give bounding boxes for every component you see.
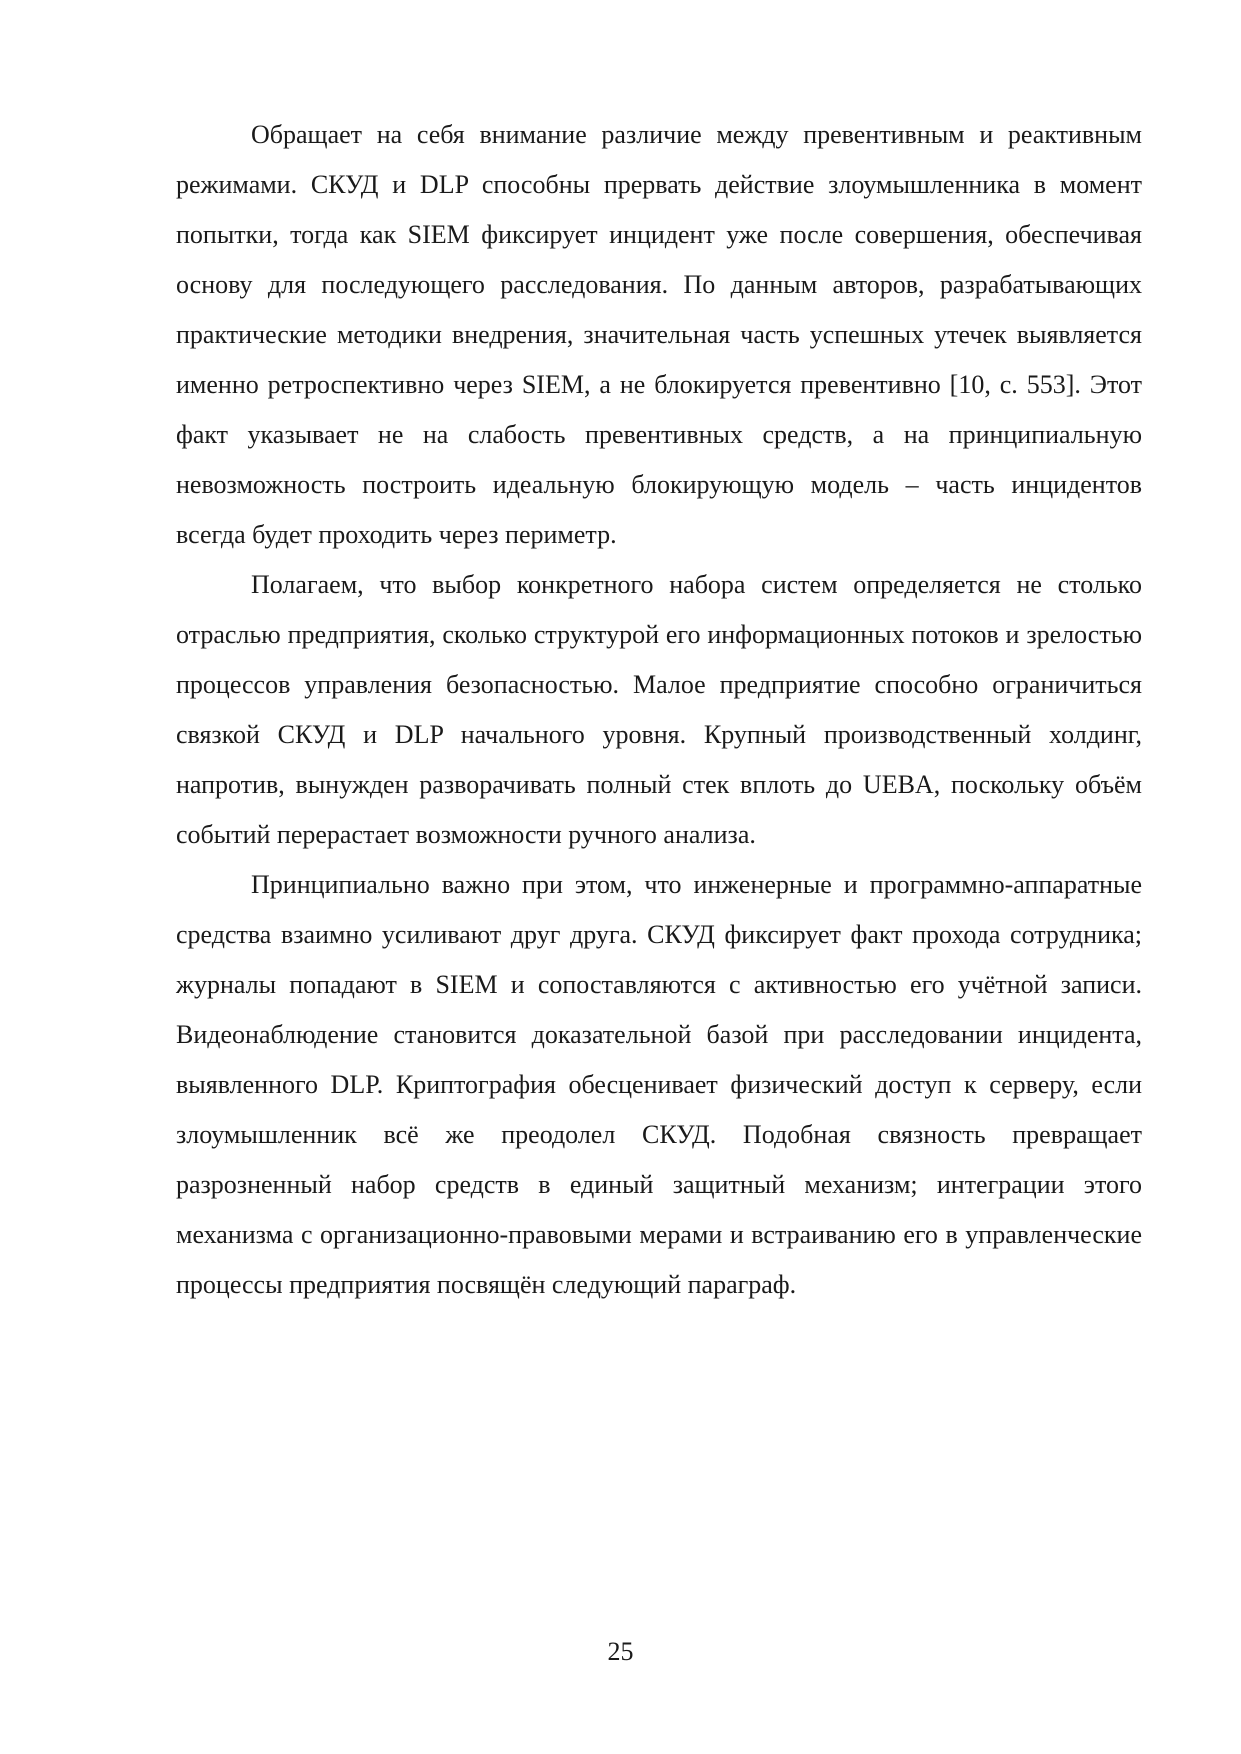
paragraph-1: Обращает на себя внимание различие между превентивным и реактивным режимами. СКУД и DLP способны прервать действие злоумышленника в момент попытки, тогда как SIEM фиксирует инцидент уже после совершения, обеспечивая основу для последующего расследования. По данным авторов, разрабатывающих практические методики внедрения, значительная часть успешных утечек выявляется именно ретроспективно через SIEM, а не блокируется превентивно [10, с. 553]. Этот факт указывает не на слабость превентивных средств, а на принципиальную невозможность построить идеальную блокирующую модель – часть инцидентов всегда будет проходить через периметр. bbox=[176, 120, 1142, 549]
page-number: 25 bbox=[607, 1637, 634, 1666]
paragraph-2: Полагаем, что выбор конкретного набора систем определяется не столько отраслью предприятия, сколько структурой его информационных потоков и зрелостью процессов управления безопасностью. Малое предприятие способно ограничиться связкой СКУД и DLP начального уровня. Крупный производственный холдинг, напротив, вынужден разворачивать полный стек вплоть до UEBA, поскольку объём событий перерастает возможности ручного анализа. bbox=[176, 570, 1142, 849]
paragraph-3: Принципиально важно при этом, что инженерные и программно-аппаратные средства взаимно усиливают друг друга. СКУД фиксирует факт прохода сотрудника; журналы попадают в SIEM и сопоставляются с активностью его учётной записи. Видеонаблюдение становится доказательной базой при расследовании инцидента, выявленного DLP. Криптография обесценивает физический доступ к серверу, если злоумышленник всё же преодолел СКУД. Подобная связность превращает разрозненный набор средств в единый защитный механизм; интеграции этого механизма с организационно-правовыми мерами и встраиванию его в управленческие процессы предприятия посвящён следующий параграф. bbox=[176, 870, 1142, 1299]
body-text bbox=[176, 110, 1142, 1310]
